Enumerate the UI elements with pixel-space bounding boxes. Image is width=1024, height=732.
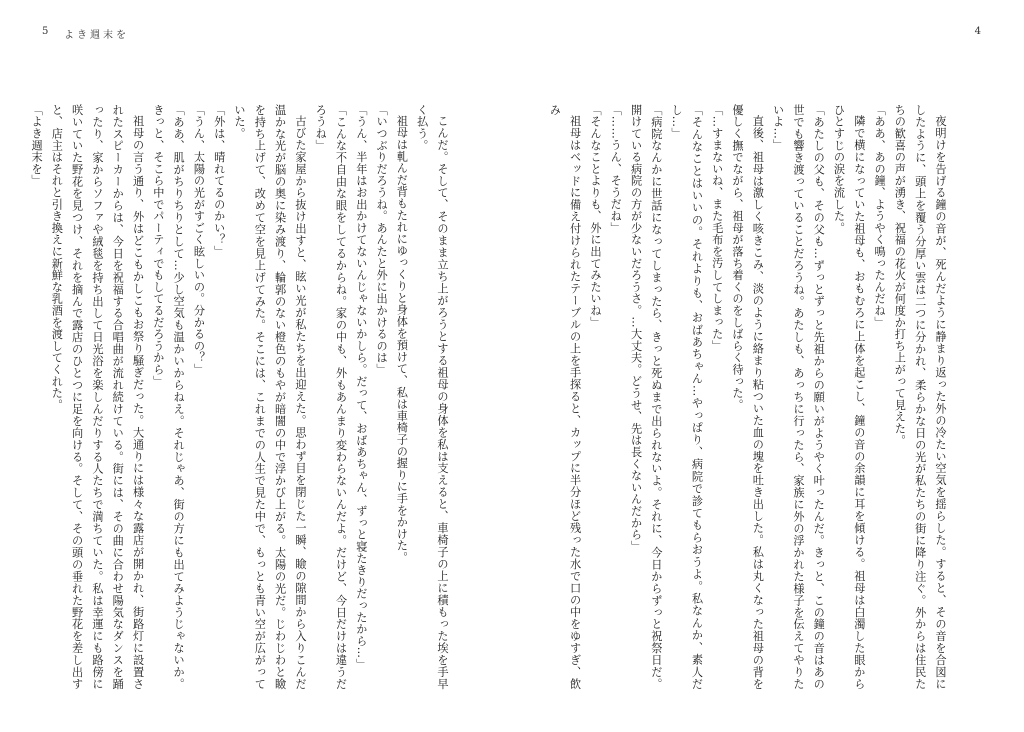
paragraph: 古びた家屋から抜け出すと、眩い光が私たちを出迎えた。思わず目を閉じた一瞬、瞼の隙間から入りこんだ温かな光が脳の奥に染み渡り、輪郭のない橙色のもやが暗闇の中で浮かび上がる。太陽の光だ。じわじわと瞼を持ち上げて、改めて空を見上げてみた。そこには、これまでの人生で見た中で、もっとも青い空が広がっていた。 — [233, 104, 307, 690]
body-text — [548, 104, 950, 690]
paragraph: 夜明けを告げる鐘の音が、死んだように静まり返った外の冷たい空気を揺らした。すると、その音を合図にしたように、頭上を覆う分厚い雲は二つに分かれ、柔らかな日の光が私たちの街に降り注ぐ。外からは住民たちの歓喜の声が湧き、祝福の花火が何度か打ち上がって見えた。 — [893, 104, 947, 690]
page-number: 4 — [974, 26, 982, 37]
running-title: よき週末を — [64, 30, 129, 41]
page-number: 5 — [42, 26, 50, 37]
paragraph: 「……うん、そうだね」 — [609, 104, 623, 234]
paragraph: 直後、祖母は激しく咳きこみ、淡のように絡まり粘ついた血の塊を吐き出した。私は丸くなった祖母の背を優しく撫でながら、祖母が落ち着くのをしばらく待った。 — [731, 104, 765, 690]
right-page — [512, 0, 1024, 732]
paragraph: 「うん、半年はお出かけてないんじゃないかしら。だって、おばあちゃん、ずっと寝たきりだったから…」 — [354, 104, 368, 671]
paragraph: 隣で横になっていた祖母も、おもむろに上体を起こし、鐘の音の余韻に耳を傾ける。祖母は白濁した眼からひとすじの涙を流した。 — [832, 104, 866, 690]
paragraph: 「…すまないね、また毛布を汚してしまった」 — [710, 104, 724, 352]
paragraph: 「ああ、あの鐘、ようやく鳴ったんだね」 — [873, 104, 887, 329]
paragraph: 「外は、晴れてるのかい？」 — [212, 104, 226, 258]
body-text — [30, 104, 452, 690]
paragraph: 祖母の言う通り、外はどこもかしこもお祭り騒ぎだった。大通りには様々な露店が開かれ、街路灯に設置されたスピーカーからは、今日を祝福する合唱曲が流れ続けている。街には、その曲に合わせ陽気なダンスを踊ったり、家からソファや絨毯を持ち出して日光浴を楽しんだりする人たちで満ちていた。私は幸運にも路傍に咲いていた野花を見つけ、それを摘んで露店のひとつに足を向ける。そして、その頭の垂れた野花を差し出すと、店主はそれと引き換えに新鮮な乳酒を渡してくれた。 — [50, 104, 145, 690]
paragraph: 祖母はベッドに備え付けられたテーブルの上を手探ると、カップに半分ほど残った水で口の中をゆすぎ、飲み — [548, 104, 582, 690]
paragraph: 「あたしの父も、その父も…ずっとずっと先祖からの願いがようやく叶ったんだ。きっと、この鐘の音はあの世でも響き渡っていることだろうね。あたしも、あっちに行ったら、家族に外の浮かれた様子を伝えてやりたいよ…」 — [771, 104, 826, 690]
paragraph: 祖母は軋んだ背もたれにゆっくりと身体を預けて、私は車椅子の握りに手をかけた。 — [395, 115, 409, 564]
paragraph: 「そんなことよりも、外に出てみたいね」 — [588, 104, 602, 329]
paragraph: 「そんなことはいいの。それよりも、おばあちゃん…やっぱり、病院で診てもらおうよ。私なんか、素人だし…」 — [670, 104, 704, 690]
paragraph: 「病院なんかに世話になってしまったら、きっと死ぬまで出られないよ。それに、今日からずっと祝祭日だ。開けている病院の方が少ないだろうさ。…大丈夫。どうせ、先は長くないんだから」 — [629, 104, 663, 690]
paragraph: 「こんな不自由な眼をしてるからね。家の中も、外もあんまり変わらないんだよ。だけど、今日だけは違うだろうね」 — [314, 104, 348, 690]
paragraph: こんだ。そして、そのまま立ち上がろうとする祖母の身体を私は支えると、車椅子の上に積もった埃を手早く払う。 — [415, 104, 449, 690]
paragraph: 「いつぶりだろうね。あんたと外に出かけるのは」 — [375, 104, 389, 376]
paragraph: 「うん、太陽の光がすごく眩しいの。分かるの？」 — [192, 104, 206, 376]
paragraph: 「よき週末を」 — [30, 104, 44, 187]
paragraph: 「ああ、肌がちりちりとして…少し空気も温かいからねえ。それじゃあ、街の方にも出てみようじゃないか。きっと、そこら中でパーティでもしてるだろうから」 — [151, 104, 186, 690]
